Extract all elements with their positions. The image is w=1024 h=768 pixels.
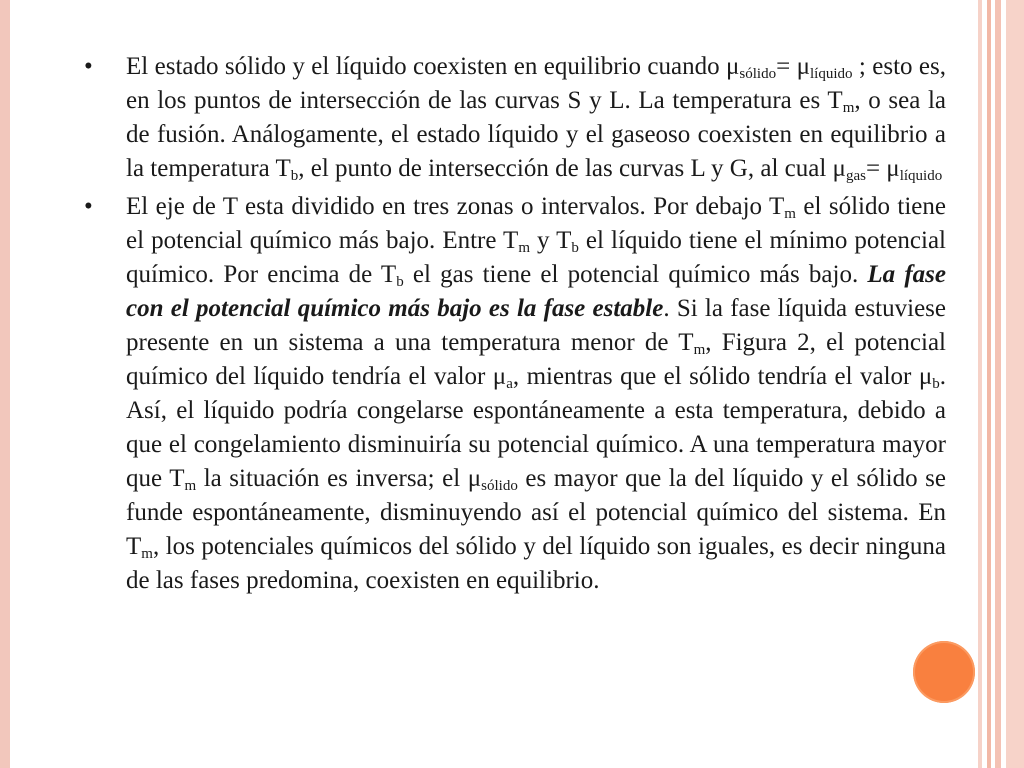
- emphasized-statement: La fase con el potencial químico más bajo es la fase estable: [126, 261, 947, 322]
- subscript: b: [396, 274, 404, 290]
- text-run: , mientras que el sólido tendría el valor μ: [512, 363, 933, 390]
- subscript: m: [842, 100, 855, 116]
- subscript: m: [141, 546, 153, 562]
- text-run: el líquido tiene el mínimo potencial químico. Por encima de T: [126, 227, 946, 288]
- subscript: b: [571, 240, 579, 256]
- bullet-paragraph-2: [84, 190, 946, 598]
- subscript: gas: [845, 168, 866, 184]
- text-run: , o sea la de fusión. Análogamente, el estado líquido y el gaseoso coexisten en equilibrio a la temperatura T: [126, 87, 946, 182]
- subscript: sólido: [481, 478, 518, 494]
- text-run: , los potenciales químicos del sólido y del líquido son iguales, es decir ninguna de las fases predomina, coexisten en equilibrio.: [126, 533, 946, 594]
- subscript: líquido: [809, 66, 853, 82]
- text-run: el gas tiene el potencial químico más bajo.: [403, 261, 868, 288]
- text-run: , Figura 2, el potencial químico del líquido tendría el valor μ: [126, 329, 946, 390]
- text-run: . Si la fase líquida estuviese presente en un sistema a una temperatura menor de T: [126, 295, 946, 356]
- subscript: m: [693, 342, 706, 358]
- text-run: El eje de T esta dividido en tres zonas o intervalos. Por debajo T: [126, 193, 785, 220]
- subscript: m: [184, 478, 197, 494]
- subscript: b: [932, 376, 940, 392]
- right-decorative-stripes: [978, 0, 1024, 768]
- subscript: m: [518, 240, 530, 256]
- text-run: , el punto de intersección de las curvas L y G, al cual μ: [298, 155, 846, 182]
- text-run: = μ: [865, 155, 900, 182]
- bullet-paragraph-1: [84, 50, 946, 186]
- subscript: sólido: [739, 66, 777, 82]
- text-run: = μ: [776, 53, 810, 80]
- bullet-icon: •: [84, 193, 93, 220]
- text-run: la situación es inversa; el μ: [196, 465, 482, 492]
- text-run: . Así, el líquido podría congelarse espontáneamente a esta temperatura, debido a que el congelamiento disminuiría su potencial químico. A una temperatura mayor que T: [126, 363, 946, 492]
- orange-circle-decoration: [913, 641, 975, 703]
- text-run: y T: [530, 227, 572, 254]
- left-border-stripe: [0, 0, 10, 768]
- text-run: es mayor que la del líquido y el sólido se funde espontáneamente, disminuyendo así el potencial químico del sistema. En T: [126, 465, 946, 560]
- subscript: a: [506, 376, 513, 392]
- text-run: ; esto es, en los puntos de intersección de las curvas S y L. La temperatura es T: [126, 53, 946, 114]
- subscript: m: [784, 206, 796, 222]
- text-run: el sólido tiene el potencial químico más bajo. Entre T: [126, 193, 946, 254]
- subscript: b: [290, 168, 299, 184]
- slide-body: [84, 50, 946, 598]
- bullet-icon: •: [84, 53, 93, 80]
- text-run: El estado sólido y el líquido coexisten en equilibrio cuando μ: [126, 53, 740, 80]
- subscript: líquido: [899, 168, 943, 184]
